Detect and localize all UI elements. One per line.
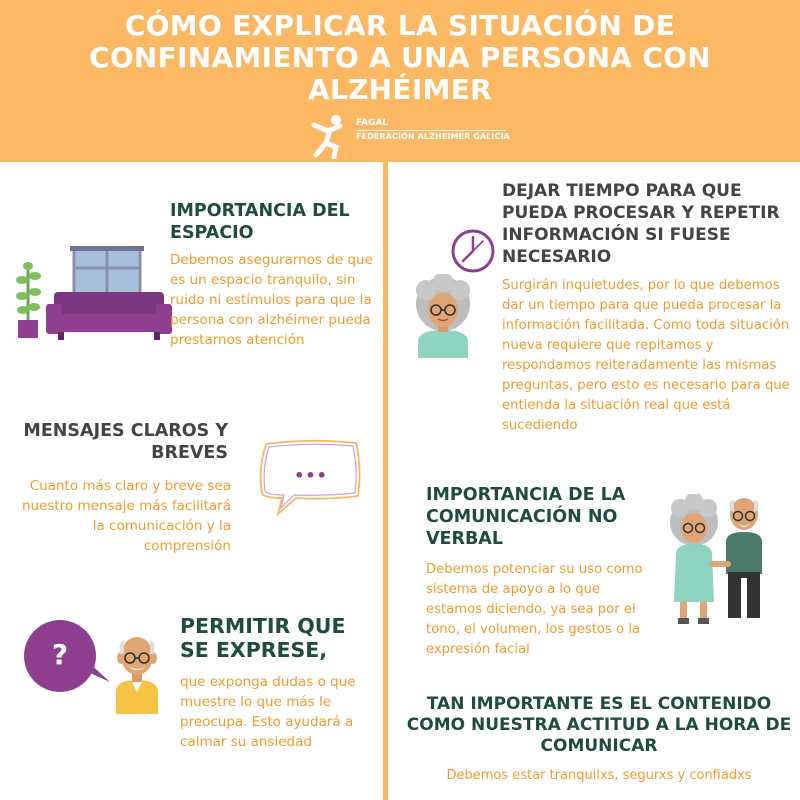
attitude-heading: TAN IMPORTANTE ES EL CONTENIDO COMO NUESTRA ACTITUD A LA HORA DE COMUNICAR [406, 694, 792, 756]
column-divider [383, 162, 388, 800]
header-banner [0, 0, 800, 162]
messages-text: Cuanto más claro y breve sea nuestro mensaje más facilitará la comunicación y la comprensión [21, 478, 231, 554]
logo-name: FAGAL [356, 118, 389, 128]
elderly-man-icon [112, 628, 162, 714]
living-room-icon [14, 246, 174, 342]
attitude-text: Debemos estar tranquilxs, segurxs y confiadxs [446, 768, 752, 783]
page-title: CÓMO EXPLICAR LA SITUACIÓN DE CONFINAMIENTO A UNA PERSONA CON ALZHÉIMER [88, 9, 712, 106]
time-text: Surgirán inquietudes, por lo que debemos dar un tiempo para que pueda procesar la información facilitada. Como toda situación nueva requiere que repitamos y respondamos reiteradamente las mismas preguntas, pero esto es necesario para que entienda la situación real que está sucediendo [502, 278, 790, 433]
elderly-woman-icon [412, 274, 474, 358]
elderly-couple-icon [664, 494, 776, 626]
space-text: Debemos asegurarnos de que es un espacio tranquilo, sin ruido ni estímulos para que la persona con alzhéimer pueda prestarnos atención [170, 252, 373, 348]
space-heading: IMPORTANCIA DEL ESPACIO [170, 201, 350, 243]
messages-heading: MENSAJES CLAROS Y BREVES [23, 421, 228, 463]
time-heading: DEJAR TIEMPO PARA QUE PUEDA PROCESAR Y REPETIR INFORMACIÓN SI FUESE NECESARIO [502, 181, 780, 267]
question-mark-text: ? [51, 638, 69, 671]
logo-subtitle: FEDERACIÓN ALZHEIMER GALICIA [356, 132, 510, 141]
express-text: que exponga dudas o que muestre lo que más le preocupa. Esto ayudará a calmar su ansiedad [180, 674, 356, 750]
express-heading: PERMITIR QUE SE EXPRESE, [180, 614, 346, 662]
clock-icon [450, 228, 496, 274]
logo-underline [356, 130, 506, 131]
nonverbal-text: Debemos potenciar su uso como sistema de apoyo a lo que estamos diciendo, ya sea por el tono, el volumen, los gestos o la expresión facial [426, 562, 643, 657]
running-person-logo-icon [306, 113, 352, 159]
nonverbal-heading: IMPORTANCIA DE LA COMUNICACIÓN NO VERBAL [426, 485, 626, 549]
ellipsis-text: ••• [294, 466, 328, 485]
